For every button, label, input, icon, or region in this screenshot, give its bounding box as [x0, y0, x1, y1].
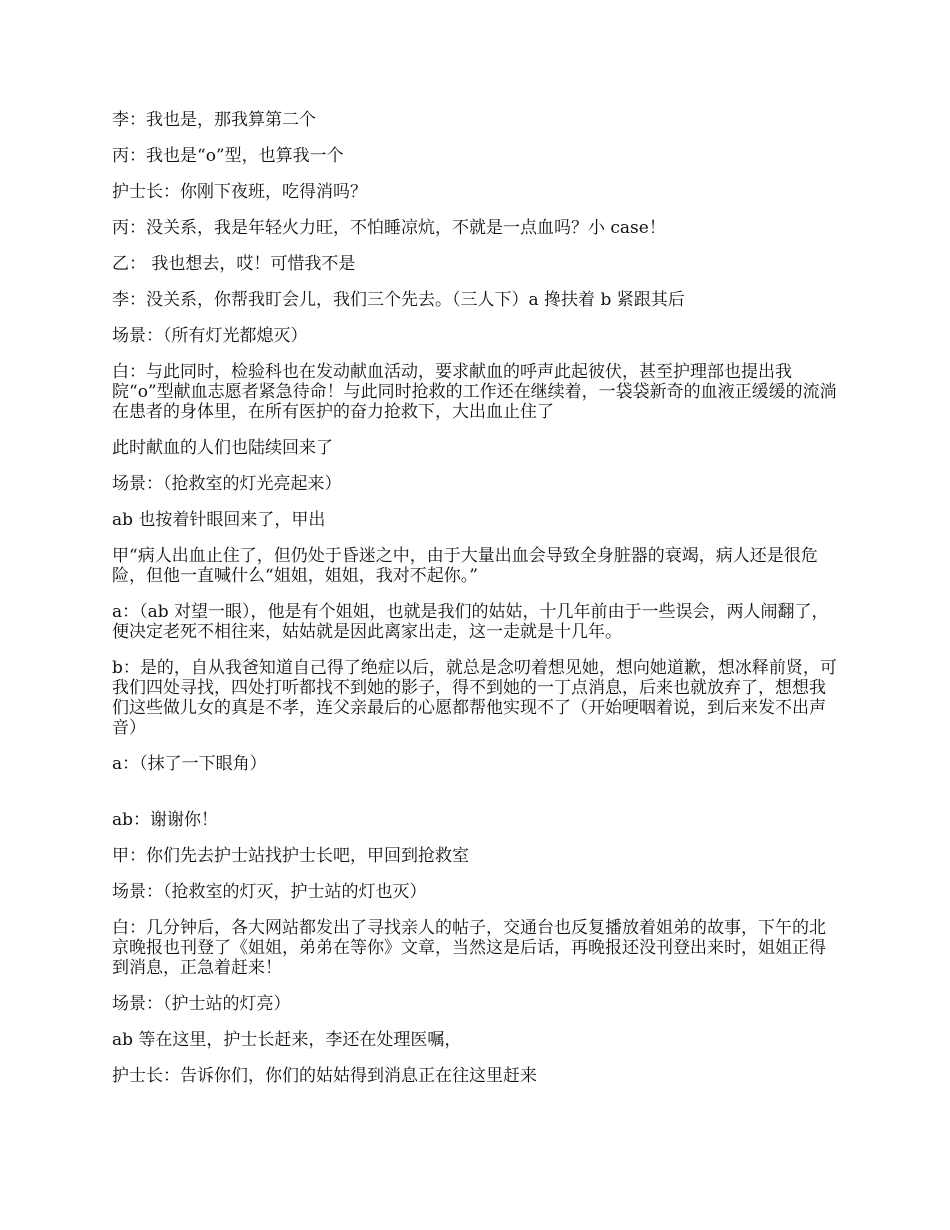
document-page — [112, 110, 842, 1102]
script-line: ab：谢谢你！ — [112, 810, 219, 830]
script-line: a：（抹了一下眼角） — [112, 754, 267, 774]
script-line: 甲：你们先去护士站找护士长吧，甲回到抢救室 — [112, 846, 469, 866]
stage-direction: 场景：（所有灯光都熄灭） — [112, 326, 308, 346]
script-line: 李：我也是，那我算第二个 — [112, 110, 316, 130]
script-line: 李：没关系，你帮我盯会儿，我们三个先去。（三人下）a 搀扶着 b 紧跟其后 — [112, 290, 685, 310]
stage-direction: 场景：（护士站的灯亮） — [112, 994, 291, 1014]
stage-direction: 场景：（抢救室的灯光亮起来） — [112, 474, 342, 494]
script-line: 丙：我也是“o”型，也算我一个 — [112, 146, 344, 166]
script-line: a：（ab 对望一眼），他是有个姐姐，也就是我们的姑姑，十几年前由于一些误会，两人闹翻了，便决定老死不相往来，姑姑就是因此离家出走，这一走就是十几年。 — [112, 602, 829, 642]
narration: 白：与此同时，检验科也在发动献血活动，要求献血的呼声此起彼伏，甚至护理部也提出我院“o”型献血志愿者紧急待命！与此同时抢救的工作还在继续着，一袋袋新奇的血液正缓缓的流淌在患者的身体里，在所有医护的奋力抢救下，大出血止住了 — [112, 362, 837, 422]
script-line: 此时献血的人们也陆续回来了 — [112, 438, 333, 458]
script-line: ab 也按着针眼回来了，甲出 — [112, 510, 326, 530]
script-line: 护士长：告诉你们，你们的姑姑得到消息正在往这里赶来 — [112, 1066, 537, 1086]
script-line: 甲“病人出血止住了，但仍处于昏迷之中，由于大量出血会导致全身脏器的衰竭，病人还是很危险，但他一直喊什么“姐姐，姐姐，我对不起你。” — [112, 546, 818, 586]
script-line: ab 等在这里，护士长赶来，李还在处理医嘱， — [112, 1030, 462, 1050]
script-line: 丙：没关系，我是年轻火力旺，不怕睡凉炕，不就是一点血吗？小 case！ — [112, 218, 666, 238]
script-line: 护士长：你刚下夜班，吃得消吗？ — [112, 182, 367, 202]
narration: 白：几分钟后，各大网站都发出了寻找亲人的帖子，交通台也反复播放着姐弟的故事，下午的北京晚报也刊登了《姐姐，弟弟在等你》文章，当然这是后话，再晚报还没刊登出来时，姐姐正得到消息，正急着赶来！ — [112, 918, 826, 978]
script-line: b：是的，自从我爸知道自己得了绝症以后，就总是念叨着想见她，想向她道歉，想冰释前贤，可我们四处寻找，四处打听都找不到她的影子，得不到她的一丁点消息，后来也就放弃了，想想我们这些做儿女的真是不孝，连父亲最后的心愿都帮他实现不了（开始哽咽着说，到后来发不出声音） — [112, 658, 837, 738]
blank-line — [112, 790, 842, 810]
stage-direction: 场景：（抢救室的灯灭，护士站的灯也灭） — [112, 882, 427, 902]
script-line: 乙： 我也想去，哎！可惜我不是 — [112, 254, 356, 274]
